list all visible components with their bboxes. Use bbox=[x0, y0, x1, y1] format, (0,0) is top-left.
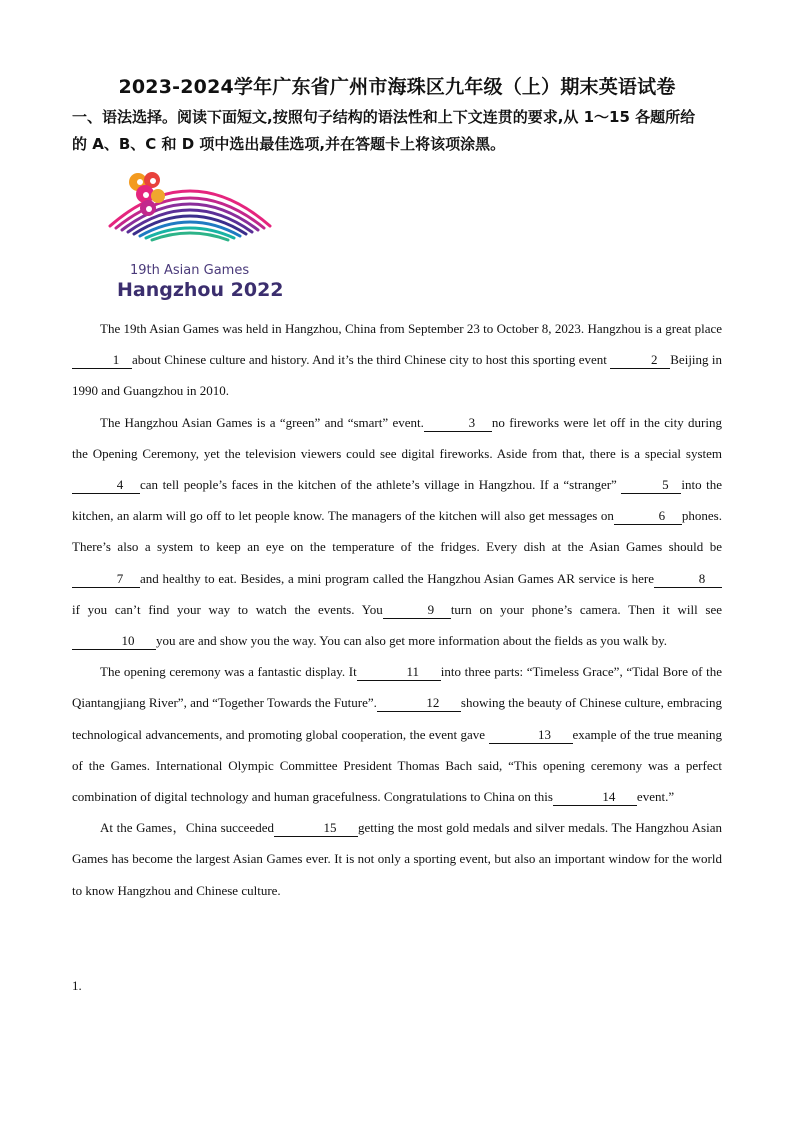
passage-text: turn on your phone’s camera. Then it will see bbox=[450, 601, 722, 617]
passage-text: about Chinese culture and history. And it’s the third Chinese city to host this sporting event bbox=[132, 352, 611, 368]
blank-8: 8 bbox=[654, 571, 722, 588]
paragraph-3 bbox=[72, 656, 722, 812]
passage-text: no fireworks were let off in the city during the Opening Ceremony, yet the television viewers could see digital fireworks. Aside from that, there is a special system bbox=[72, 414, 722, 461]
blank-7: 7 bbox=[72, 571, 140, 588]
paragraph-1 bbox=[72, 313, 722, 407]
section-instructions bbox=[72, 104, 732, 158]
logo-wordmark: Hangzhou 2022 bbox=[117, 279, 284, 301]
blank-12: 12 bbox=[377, 695, 461, 712]
paragraph-2 bbox=[72, 407, 722, 657]
passage-text: example of the true meaning of the Games. International Olympic Committee President Thomas Bach said, “This opening ceremony was a perfect combination of digital technology and human gracefulness. Congratulations to China on this bbox=[72, 726, 722, 805]
passage-text: Beijing in 1990 and Guangzhou in 2010. bbox=[72, 352, 722, 399]
passage-text: phones. There’s also a system to keep an eye on the temperature of the fridges. Every dish at the Asian Games should be bbox=[72, 508, 722, 555]
blank-3: 3 bbox=[424, 415, 492, 432]
passage-text: you are and show you the way. You can also get more information about the fields as you walk by. bbox=[156, 633, 667, 649]
blank-11: 11 bbox=[357, 664, 441, 681]
blank-14: 14 bbox=[553, 789, 637, 806]
passage-text: showing the beauty of Chinese culture, embracing technological advancements, and promoting global cooperation, the event gave bbox=[72, 695, 722, 742]
passage bbox=[72, 313, 722, 906]
passage-text: event.” bbox=[636, 789, 675, 805]
blank-10: 10 bbox=[72, 633, 156, 650]
question-number: 1. bbox=[72, 978, 82, 993]
section-line-2: 的 A、B、C 和 D 项中选出最佳选项,并在答题卡上将该项涂黑。 bbox=[72, 135, 506, 153]
blank-2: 2 bbox=[610, 352, 670, 369]
blank-5: 5 bbox=[621, 477, 681, 494]
passage-text: The Hangzhou Asian Games is a “green” and “smart” event. bbox=[100, 414, 424, 430]
passage-text: can tell people’s faces in the kitchen of the athlete’s village in Hangzhou. If a “stranger” bbox=[140, 477, 622, 493]
passage-text: into three parts: “Timeless Grace”, “Tidal Bore of the Qiantangjiang River”, and “Together Towards the Future”. bbox=[72, 664, 722, 711]
section-line-1: 一、语法选择。阅读下面短文,按照句子结构的语法性和上下文连贯的要求,从 1～15 各题所给 bbox=[72, 108, 696, 126]
blank-6: 6 bbox=[614, 508, 682, 525]
logo-caption: 19th Asian Games bbox=[130, 263, 250, 278]
page-title: 2023-2024学年广东省广州市海珠区九年级（上）期末英语试卷 bbox=[118, 76, 676, 98]
blank-13: 13 bbox=[489, 727, 573, 744]
blank-1: 1 bbox=[72, 352, 132, 369]
blank-9: 9 bbox=[383, 602, 451, 619]
passage-text: The opening ceremony was a fantastic display. It bbox=[100, 664, 357, 680]
blank-4: 4 bbox=[72, 477, 140, 494]
passage-text: and healthy to eat. Besides, a mini program called the Hangzhou Asian Games AR service is here bbox=[140, 570, 654, 586]
passage-text: At the Games，China succeeded bbox=[100, 820, 274, 836]
blank-15: 15 bbox=[274, 820, 358, 837]
paragraph-4 bbox=[72, 812, 722, 906]
passage-text: getting the most gold medals and silver medals. The Hangzhou Asian Games has become the largest Asian Games ever. It is not only a sporting event, but also an important window for the world to know Hangzhou and Chinese culture. bbox=[72, 820, 722, 898]
passage-text: if you can’t find your way to watch the events. You bbox=[72, 601, 383, 617]
passage-text: The 19th Asian Games was held in Hangzhou, China from September 23 to October 8, 2023. Hangzhou is a great place bbox=[100, 321, 722, 336]
passage-text: into the kitchen, an alarm will go off to let people know. The managers of the kitchen will also get messages on bbox=[72, 477, 722, 524]
